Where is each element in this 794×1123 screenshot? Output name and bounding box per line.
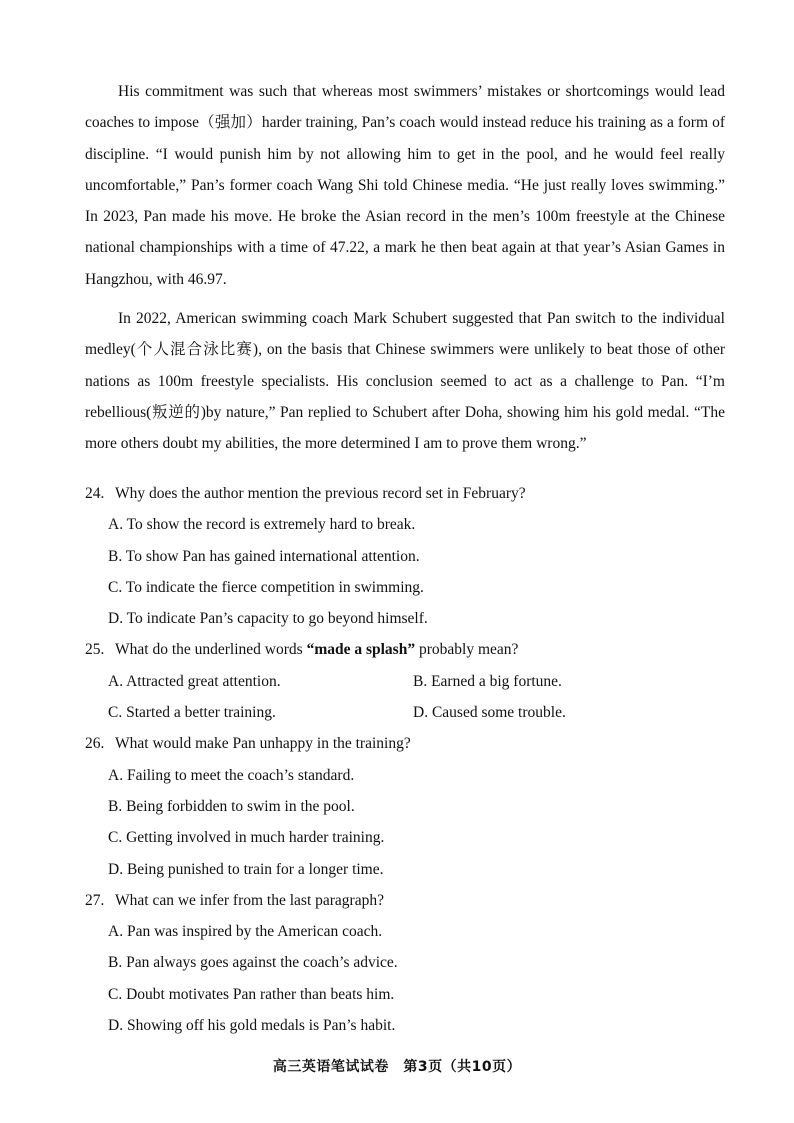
option-d: D. Being punished to train for a longer time. [108,860,384,878]
option-b: B. Being forbidden to swim in the pool. [108,797,355,815]
option-d: D. To indicate Pan’s capacity to go beyond himself. [108,610,428,628]
option-b: B. To show Pan has gained international attention. [108,547,420,565]
option-d: D. Showing off his gold medals is Pan’s habit. [108,1017,396,1035]
option-row-1 [85,666,725,697]
question-26 [85,728,725,884]
option-c: C. Doubt motivates Pan rather than beats him. [108,985,395,1003]
option-b: B. Earned a big fortune. [413,672,562,690]
page-footer: 高三英语笔试试卷 第3页（共10页） [272,1059,522,1075]
question-27 [85,885,725,1041]
option-a: A. Attracted great attention. [108,672,281,690]
option-row-2 [85,697,725,728]
passage-paragraph-2: In 2022, American swimming coach Mark Schubert suggested that Pan switch to the individual medley(个人混合泳比赛), on the basis that Chinese swimmers were unlikely to beat those of other nations as 100m freestyle specialists. His conclusion seemed to act as a challenge to Pan. “I’m rebellious(叛逆的)by nature,” Pan replied to Schubert after Doha, showing him his gold medal. “The more others doubt my abilities, the more determined I am to prove them wrong.” [85,310,725,453]
underlined-phrase: “made a splash” [306,641,416,659]
question-text: What can we infer from the last paragraph? [115,891,384,909]
option-b: B. Pan always goes against the coach’s advice. [108,954,398,972]
option-c: C. Getting involved in much harder training. [108,829,385,847]
question-text [115,634,518,665]
question-stem [85,478,725,509]
passage-paragraph-1: His commitment was such that whereas most swimmers’ mistakes or shortcomings would lead coaches to impose（强加）harder training, Pan’s coach would instead reduce his training as a form of discipline. “I would punish him by not allowing him to get in the pool, and he would feel really uncomfortable,” Pan’s former coach Wang Shi told Chinese media. “He just really loves swimming.” In 2023, Pan made his move. He broke the Asian record in the men’s 100m freestyle at the Chinese national championships with a time of 47.22, a mark he then beat again at that year’s Asian Games in Hangzhou, with 46.97. [85,83,725,288]
question-text: What would make Pan unhappy in the training? [115,735,411,753]
question-25 [85,634,725,728]
question-list [85,478,725,1041]
question-number: 24. [85,485,105,502]
question-text-after: probably mean? [415,641,519,659]
question-text: Why does the author mention the previous record set in February? [115,485,526,502]
reading-passage [85,76,725,468]
question-stem [85,634,725,665]
question-24 [85,478,725,634]
question-number: 26. [85,735,105,753]
option-a: A. Pan was inspired by the American coach. [108,923,383,941]
question-stem [85,885,725,916]
option-d: D. Caused some trouble. [413,704,566,722]
option-c: C. Started a better training. [108,704,276,722]
question-number: 25. [85,641,105,659]
option-c: C. To indicate the fierce competition in swimming. [108,578,424,596]
option-a: A. Failing to meet the coach’s standard. [108,766,355,784]
question-number: 27. [85,891,105,909]
option-a: A. To show the record is extremely hard to break. [108,516,416,534]
question-stem [85,728,725,759]
question-text-before: What do the underlined words [115,641,307,659]
